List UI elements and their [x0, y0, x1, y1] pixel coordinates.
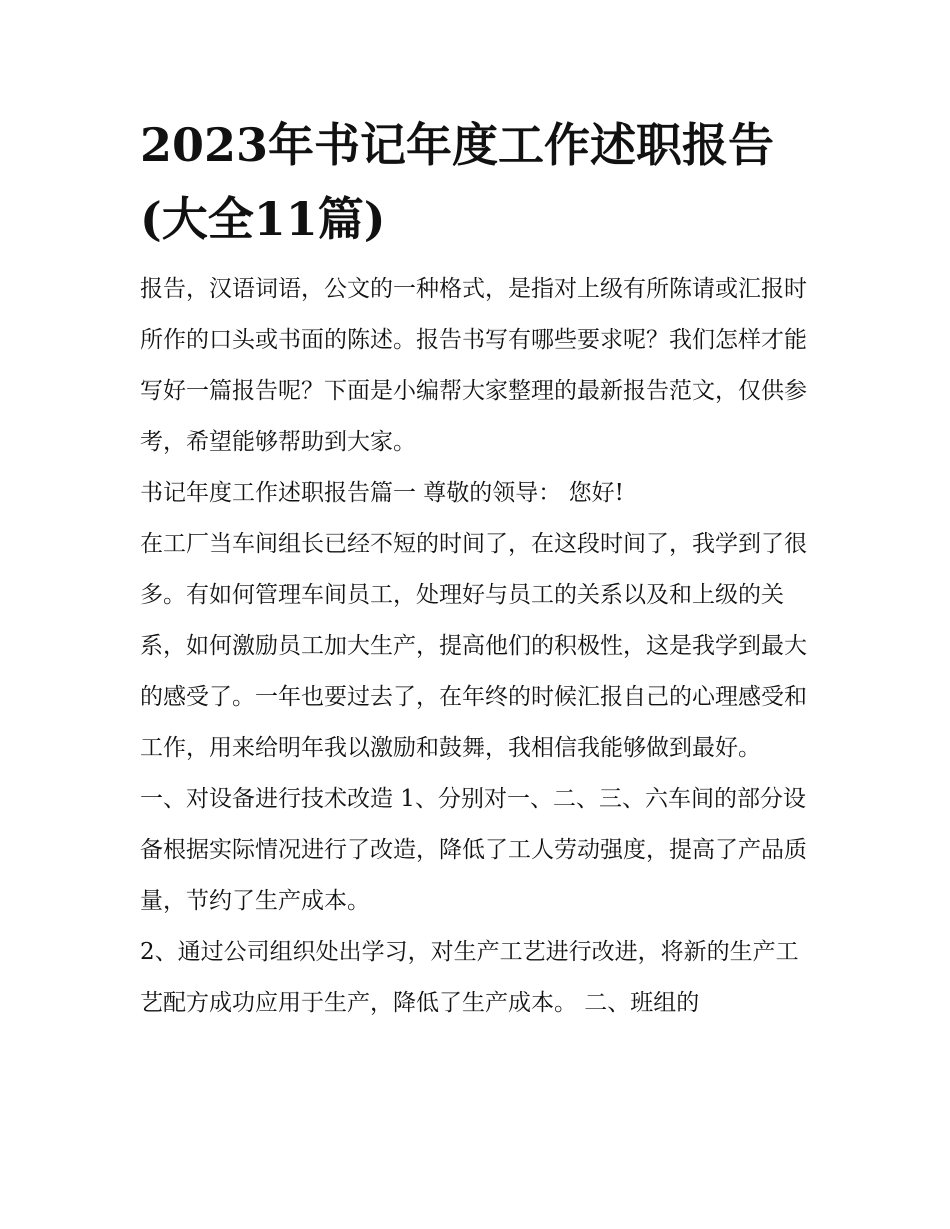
- list-item-paragraph: 2、通过公司组织处出学习，对生产工艺进行改进，将新的生产工艺配方成功应用于生产，降低了生产成本。 二、班组的: [140, 939, 799, 1016]
- section-heading-paragraph: 书记年度工作述职报告篇一 尊敬的领导： 您好!: [140, 480, 624, 506]
- intro-paragraph: 报告，汉语词语，公文的一种格式，是指对上级有所陈请或汇报时所作的口头或书面的陈述。报告书写有哪些要求呢？我们怎样才能写好一篇报告呢？下面是小编帮大家整理的最新报告范文，仅供参考，希望能够帮助到大家。: [140, 276, 807, 455]
- document-page: [140, 108, 816, 1029]
- list-item-paragraph: 一、对设备进行技术改造 1、分别对一、二、三、六车间的部分设备根据实际情况进行了改造，降低了工人劳动强度，提高了产品质量，节约了生产成本。: [140, 786, 807, 914]
- document-title: 2023年书记年度工作述职报告(大全11篇): [140, 118, 775, 246]
- body-paragraph: 在工厂当车间组长已经不短的时间了，在这段时间了，我学到了很多。有如何管理车间员工，处理好与员工的关系以及和上级的关系，如何激励员工加大生产，提高他们的积极性，这是我学到最大的感受了。一年也要过去了，在年终的时候汇报自己的心理感受和工作，用来给明年我以激励和鼓舞，我相信我能够做到最好。: [140, 531, 807, 761]
